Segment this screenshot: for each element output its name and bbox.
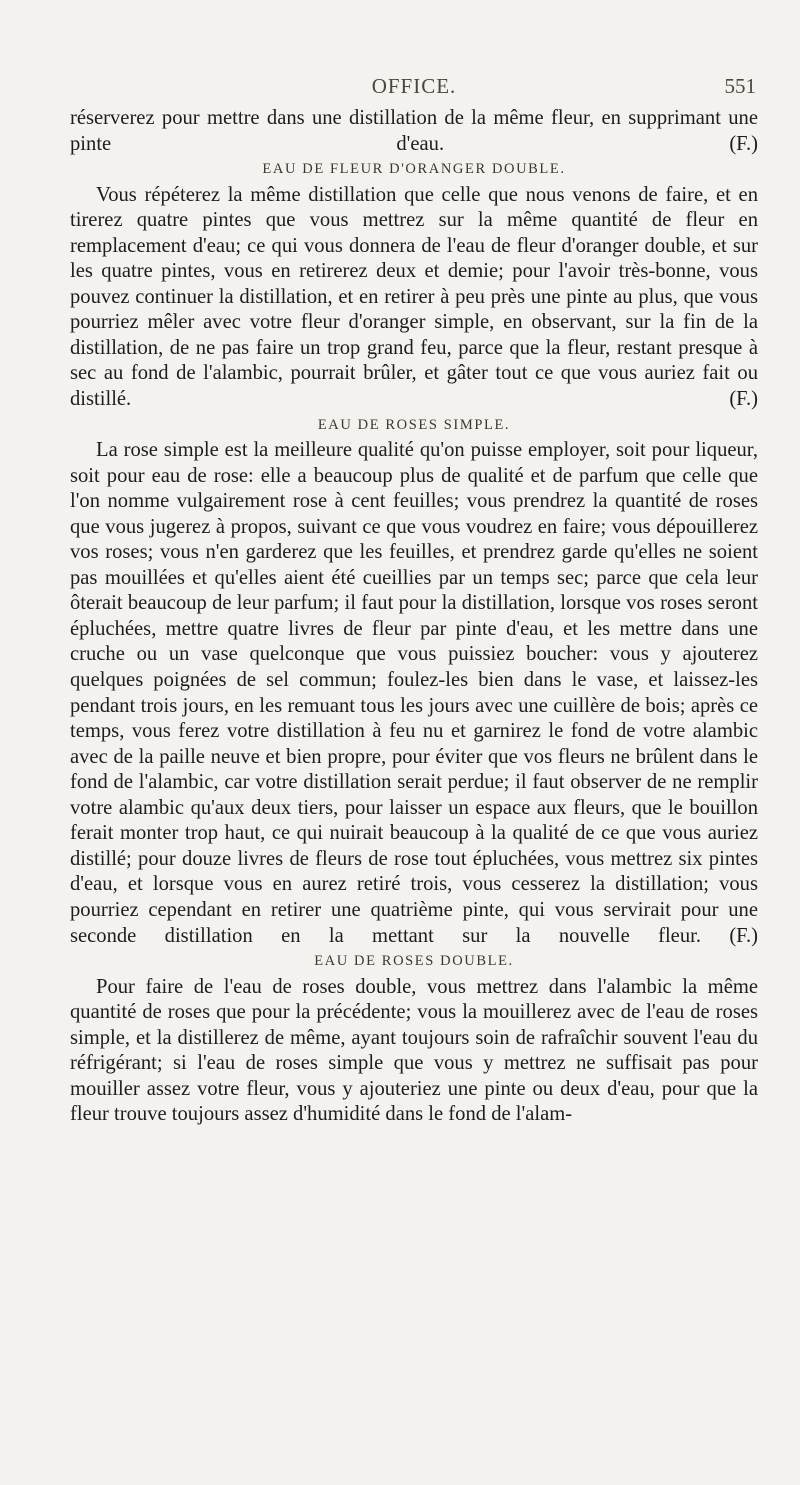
paragraph-eau-roses-double: Pour faire de l'eau de roses double, vous mettrez dans l'alambic la même quantité de roses que pour la précédente; vous la mouillerez avec de l'eau de roses simple, et la distillerez de même, ayant toujours soin de rafraîchir souvent l'eau du réfrigérant; si l'eau de roses simple que vous y mettrez ne suffisait pas pour mouiller assez votre fleur, vous y ajouteriez une pinte ou deux d'eau, pour que la fleur trouve toujours assez d'humidité dans le fond de l'alam-	[70, 975, 758, 1126]
running-head	[70, 74, 758, 102]
heading-eau-roses-simple: EAU DE ROSES SIMPLE.	[317, 416, 511, 433]
running-title: OFFICE.	[371, 74, 457, 98]
paragraph-continuation: réserverez pour mettre dans une distillation de la même fleur, en supprimant une pinte d'eau. (F.)	[70, 107, 758, 155]
page-number: 551	[724, 74, 756, 98]
heading-eau-fleur-oranger-double: EAU DE FLEUR D'ORANGER DOUBLE.	[262, 161, 566, 178]
paragraph-eau-roses-simple: La rose simple est la meilleure qualité qu'on puisse employer, soit pour liqueur, soit pour eau de rose: elle a beaucoup plus de qualité et de parfum que celle que l'on nomme vulgairement rose à cent feuilles; vous prendrez la quantité de roses que vous jugerez à propos, suivant ce que vous voudrez en faire; vous dépouillerez vos roses; vous n'en garderez que les feuilles, et prendrez garde qu'elles ne soient pas mouillées et qu'elles aient été cueillies par un temps sec; parce que cela leur ôterait beaucoup de leur parfum; il faut pour la distillation, lorsque vos roses seront épluchées, mettre quatre livres de fleur par pinte d'eau, et les mettre dans une cruche ou un vase quelconque que vous puissiez boucher: vous y ajouterez quelques poignées de sel commun; foulez-les bien dans le vase, et laissez-les pendant trois jours, en les remuant tous les jours avec une cuillère de bois; après ce temps, vous ferez votre distillation à feu nu et garnirez le fond de votre alambic avec de la paille neuve et bien propre, pour éviter que vos fleurs ne brûlent dans le fond de l'alambic, car votre distillation serait perdue; il faut observer de ne remplir votre alambic qu'aux deux tiers, pour laisser un espace aux fleurs, que le bouillon ferait monter trop haut, ce qui nuirait beaucoup à la qualité de ce que vous auriez distillé; pour douze livres de fleurs de rose tout épluchées, vous mettrez six pintes d'eau, et lorsque vous en aurez retiré trois, vous cesserez la distillation; vous pourriez cependant en retirer une quatrième pinte, qui vous servirait pour une seconde distillation en la mettant sur la nouvelle fleur. (F.)	[70, 439, 758, 947]
book-page	[70, 74, 758, 1128]
paragraph-eau-fleur-oranger-double: Vous répéterez la même distillation que celle que nous venons de faire, et en tirerez quatre pintes que vous mettrez sur la même quantité de fleur en remplacement d'eau; ce qui vous donnera de l'eau de fleur d'oranger double, et sur les quatre pintes, vous en retirerez deux et demie; pour l'avoir très-bonne, vous pouvez continuer la distillation, et en retirer à peu près une pinte au plus, que vous pourriez mêler avec votre fleur d'oranger simple, en observant, sur la fin de la distillation, de ne pas faire un trop grand feu, parce que la fleur, restant presque à sec au fond de l'alambic, pourrait brûler, et gâter tout ce que vous auriez fait ou distillé. (F.)	[70, 183, 758, 411]
heading-eau-roses-double: EAU DE ROSES DOUBLE.	[314, 953, 514, 970]
